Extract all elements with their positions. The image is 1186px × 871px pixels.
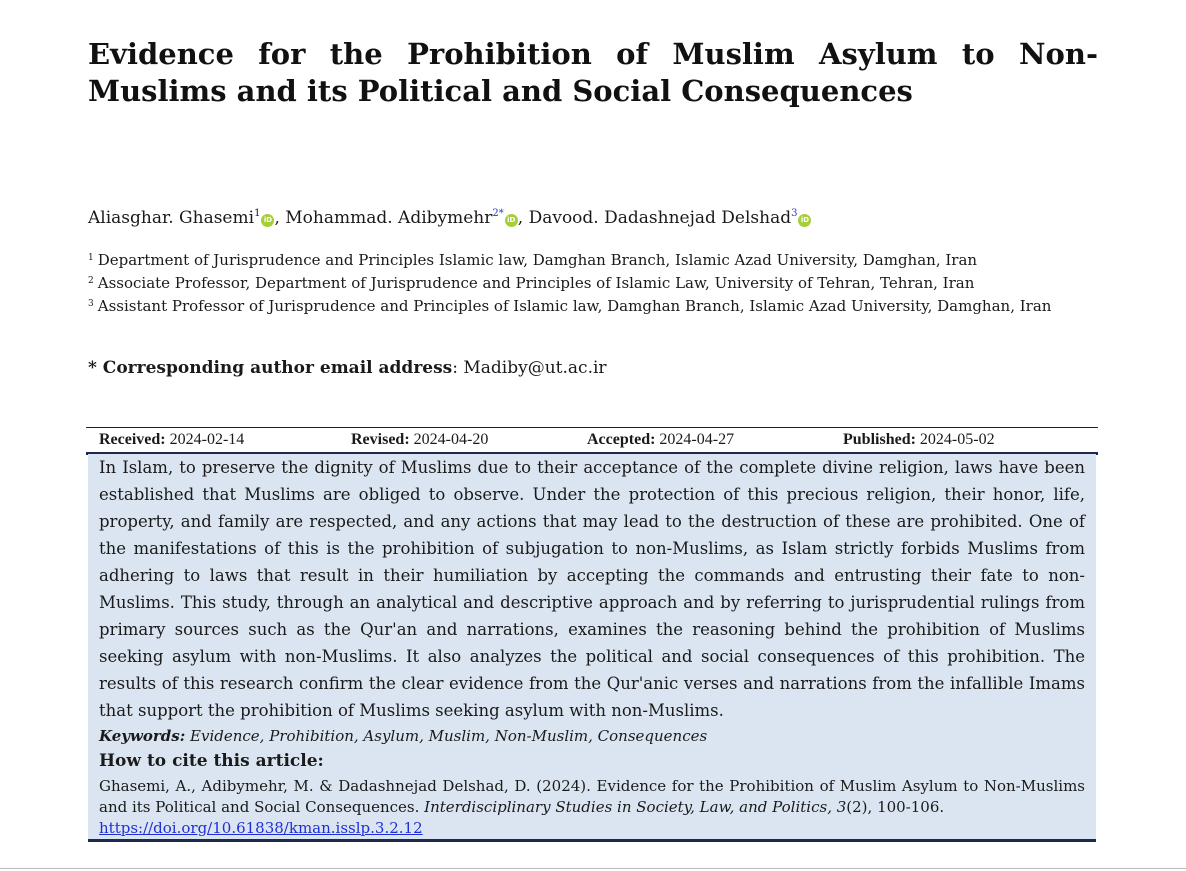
- author-affiliation-mark: 3: [791, 208, 798, 219]
- affiliation-item: [88, 294, 1051, 317]
- doi-link[interactable]: https://doi.org/10.61838/kman.isslp.3.2.12: [99, 819, 423, 837]
- page-bottom-divider: [0, 868, 1186, 869]
- received-date: [99, 428, 244, 452]
- affiliation-item: [88, 271, 1051, 294]
- corresponding-separator: :: [452, 358, 464, 378]
- corresponding-label: * Corresponding author email address: [88, 358, 453, 378]
- author-name: Aliasghar. Ghasemi: [88, 208, 255, 228]
- author-affiliation-mark: 1: [254, 208, 261, 219]
- citation-issue-pages: (2), 100-106.: [846, 798, 945, 816]
- affiliation-text: Assistant Professor of Jurisprudence and Principles of Islamic law, Damghan Branch, Islamic Azad University, Damghan, Iran: [97, 297, 1052, 315]
- orcid-icon[interactable]: iD: [261, 214, 274, 227]
- published-value: 2024-05-02: [919, 431, 995, 448]
- corresponding-email[interactable]: Madiby@ut.ac.ir: [463, 358, 607, 378]
- article-dates-bar: [86, 427, 1098, 455]
- affiliation-text: Associate Professor, Department of Jurisprudence and Principles of Islamic Law, University of Tehran, Tehran, Iran: [97, 274, 975, 292]
- accepted-date: [587, 428, 734, 452]
- received-value: 2024-02-14: [169, 431, 245, 448]
- citation-authors-title: Ghasemi, A., Adibymehr, M. & Dadashnejad Delshad, D. (2024). Evidence for the Prohibition of Muslim Asylum to Non-Muslims and its Political and Social Consequences.: [99, 777, 1085, 816]
- abstract-box: [88, 454, 1096, 842]
- affiliation-item: [88, 248, 1051, 271]
- affiliation-number: 1: [88, 253, 94, 263]
- citation-journal: Interdisciplinary Studies in Society, Law, and Politics, 3: [424, 798, 847, 816]
- affiliation-list: [88, 248, 1051, 317]
- affiliation-number: 2: [88, 276, 94, 286]
- accepted-value: 2024-04-27: [659, 431, 735, 448]
- author-separator: ,: [274, 208, 286, 228]
- revised-label: Revised:: [351, 431, 410, 448]
- keywords: [99, 724, 707, 748]
- published-date: [843, 428, 995, 452]
- received-label: Received:: [99, 431, 166, 448]
- corresponding-author: [88, 356, 607, 380]
- keywords-text: Evidence, Prohibition, Asylum, Muslim, Non-Muslim, Consequences: [190, 727, 708, 745]
- revised-value: 2024-04-20: [413, 431, 489, 448]
- cite-heading: How to cite this article:: [99, 751, 324, 771]
- author-name: Mohammad. Adibymehr: [285, 208, 493, 228]
- published-label: Published:: [843, 431, 916, 448]
- paper-title: Evidence for the Prohibition of Muslim Asylum to Non-Muslims and its Political and Social Consequences: [88, 37, 1098, 108]
- author-separator: ,: [517, 208, 529, 228]
- orcid-icon[interactable]: iD: [505, 214, 518, 227]
- revised-date: [351, 428, 488, 452]
- accepted-label: Accepted:: [587, 431, 656, 448]
- abstract-text: In Islam, to preserve the dignity of Muslims due to their acceptance of the complete divine religion, laws have been established that Muslims are obliged to observe. Under the protection of this precious religion, their honor, life, property, and family are respected, and any actions that may lead to the destruction of these are prohibited. One of the manifestations of this is the prohibition of subjugation to non-Muslims, as Islam strictly forbids Muslims from adhering to laws that result in their humiliation by accepting the commands and entrusting their fate to non-Muslims. This study, through an analytical and descriptive approach and by referring to jurisprudential rulings from primary sources such as the Qur'an and narrations, examines the reasoning behind the prohibition of Muslims seeking asylum with non-Muslims. It also analyzes the political and social consequences of this prohibition. The results of this research confirm the clear evidence from the Qur'anic verses and narrations from the infallible Imams that support the prohibition of Muslims seeking asylum with non-Muslims.: [99, 458, 1085, 720]
- author-name: Davood. Dadashnejad Delshad: [528, 208, 792, 228]
- author-affiliation-mark: 2*: [492, 208, 504, 219]
- affiliation-number: 3: [88, 299, 94, 309]
- keywords-label: Keywords:: [99, 727, 186, 745]
- orcid-icon[interactable]: iD: [798, 214, 811, 227]
- affiliation-text: Department of Jurisprudence and Principles Islamic law, Damghan Branch, Islamic Azad University, Damghan, Iran: [97, 251, 978, 269]
- author-list: [88, 202, 811, 230]
- citation-text: [99, 776, 1085, 839]
